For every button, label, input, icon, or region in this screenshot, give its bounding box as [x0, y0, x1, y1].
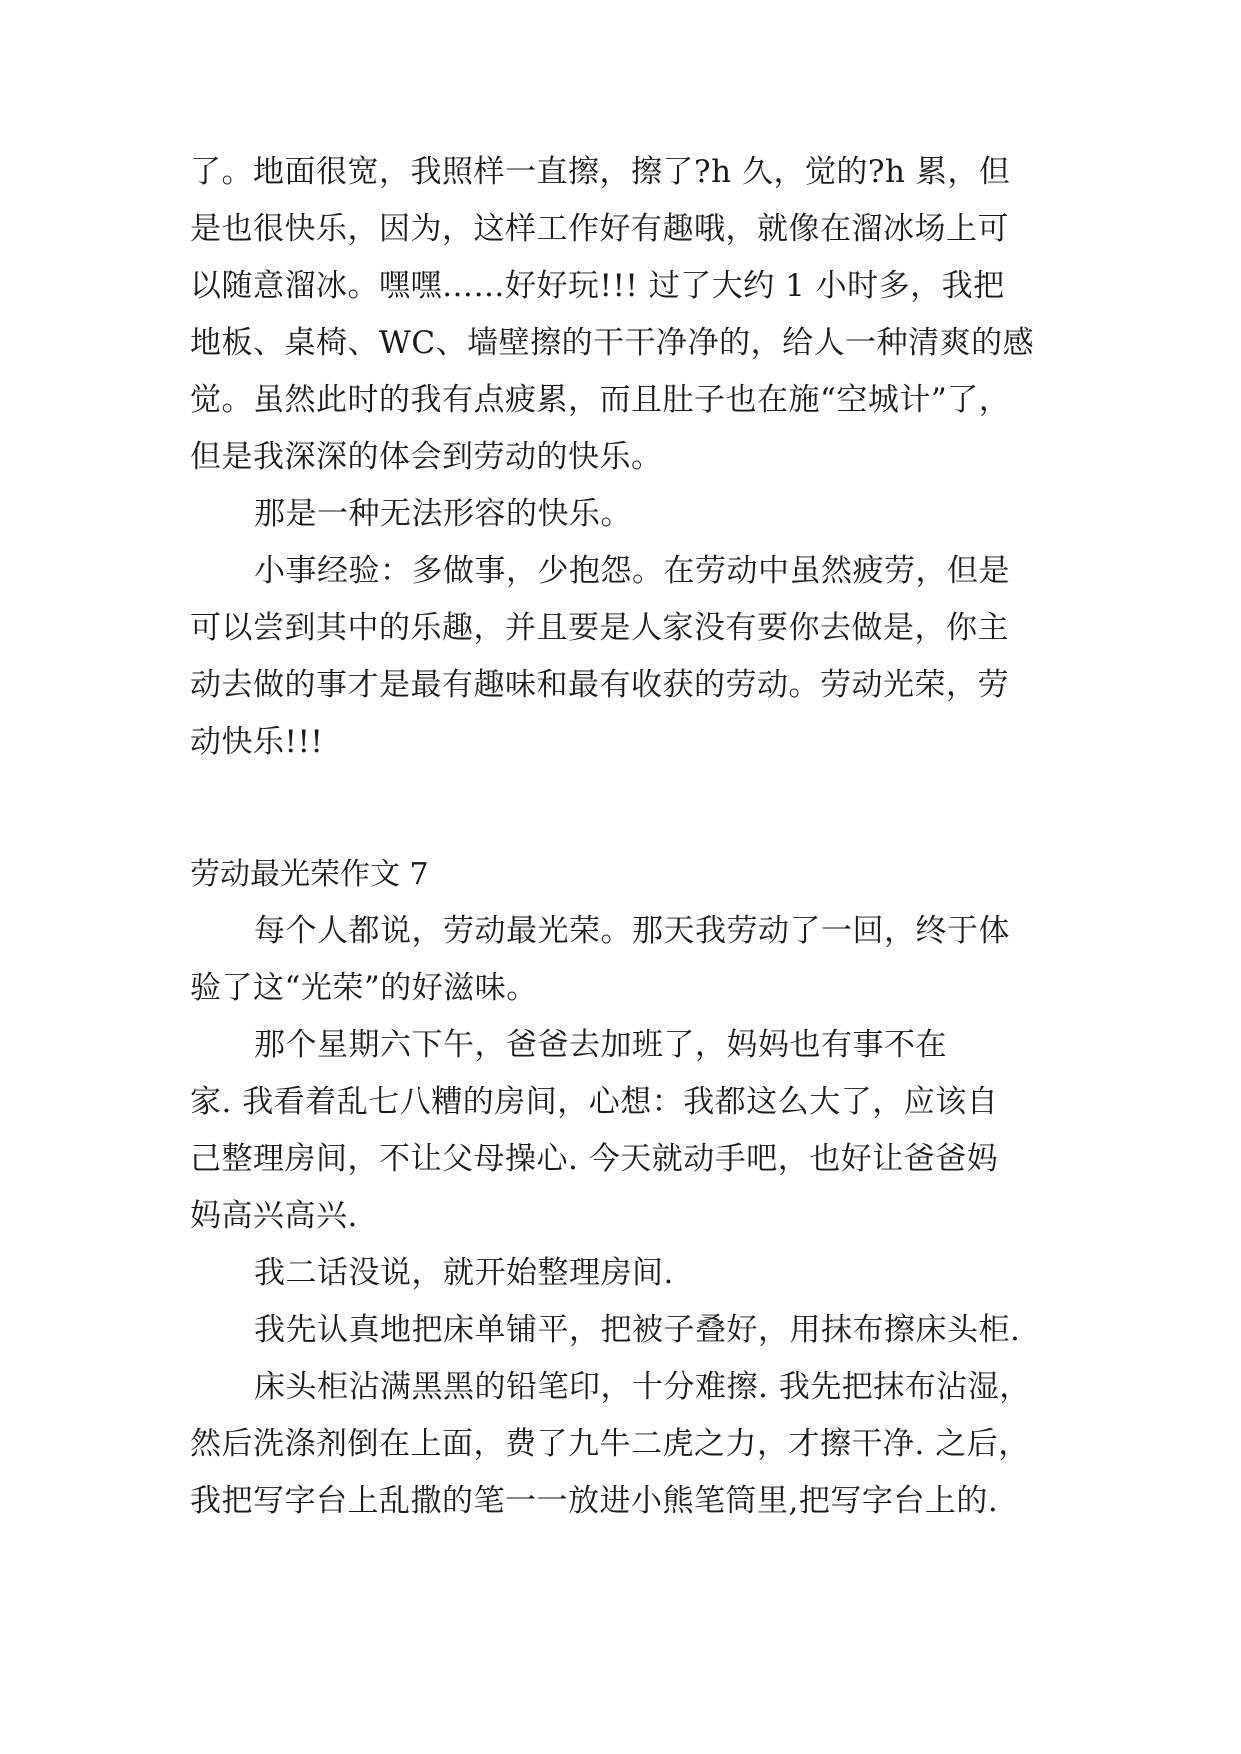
paragraph-line: 每个人都说，劳动最光荣。那天我劳动了一回，终于体 [254, 913, 1010, 949]
body-line: 以随意溜冰。嘿嘿……好好玩!!! 过了大约 1 小时多，我把 [190, 268, 1005, 304]
paragraph-line: 床头柜沾满黑黑的铅笔印，十分难擦. 我先把抹布沾湿， [254, 1369, 1031, 1405]
body-line: 家. 我看着乱七八糟的房间，心想：我都这么大了，应该自 [190, 1084, 999, 1120]
body-line: 觉。虽然此时的我有点疲累，而且肚子也在施“空城计”了， [190, 382, 1011, 418]
paragraph-line: 我二话没说，就开始整理房间. [254, 1255, 674, 1291]
body-line: 但是我深深的体会到劳动的快乐。 [190, 439, 663, 475]
section-b [190, 846, 1060, 1530]
section-heading: 劳动最光荣作文 7 [190, 857, 429, 892]
body-line: 妈高兴高兴. [190, 1198, 358, 1234]
paragraph-line: 我先认真地把床单铺平，把被子叠好，用抹布擦床头柜. [254, 1312, 1021, 1348]
section-a [190, 144, 1060, 771]
body-line: 己整理房间，不让父母操心. 今天就动手吧，也好让爸爸妈 [190, 1141, 999, 1177]
paragraph-line: 小事经验：多做事，少抱怨。在劳动中虽然疲劳，但是 [254, 553, 1010, 589]
paragraph-line: 那是一种无法形容的快乐。 [254, 496, 632, 532]
body-line: 可以尝到其中的乐趣，并且要是人家没有要你去做是，你主 [190, 610, 1009, 646]
body-line: 了。地面很宽，我照样一直擦，擦了?h 久，觉的?h 累，但 [190, 154, 1011, 190]
body-line: 我把写字台上乱撒的笔一一放进小熊笔筒里,把写字台上的. [190, 1483, 999, 1519]
body-line: 动快乐!!! [190, 724, 324, 760]
body-line: 地板、桌椅、WC、墙壁擦的干干净净的，给人一种清爽的感 [190, 325, 1035, 361]
body-line: 然后洗涤剂倒在上面，费了九牛二虎之力，才擦干净. 之后， [190, 1426, 1030, 1462]
body-line: 是也很快乐，因为，这样工作好有趣哦，就像在溜冰场上可 [190, 211, 1009, 247]
body-line: 验了这“光荣”的好滋味。 [190, 970, 538, 1006]
paragraph-line: 那个星期六下午，爸爸去加班了，妈妈也有事不在 [254, 1027, 947, 1063]
body-line: 动去做的事才是最有趣味和最有收获的劳动。劳动光荣，劳 [190, 667, 1009, 703]
